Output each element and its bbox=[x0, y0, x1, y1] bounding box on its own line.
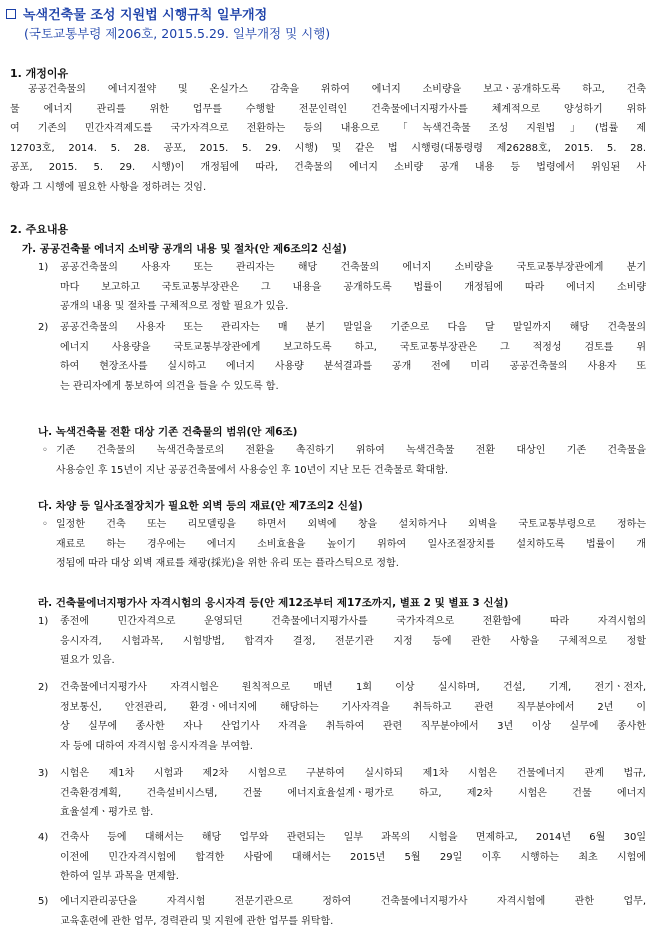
subsection-na-heading: 나. 녹색건축물 전환 대상 기존 건축물의 범위(안 제6조) bbox=[38, 426, 298, 438]
checkbox-square-icon bbox=[6, 9, 16, 19]
item-body bbox=[60, 678, 646, 756]
item-number: 1) bbox=[38, 262, 49, 273]
body-line: 기존 건축물의 녹색건축물로의 전환을 촉진하기 위하여 녹색건축물 전환 대상인 기존 건축물을 bbox=[56, 445, 646, 456]
body-line: 공공건축물의 에너지절약 및 온실가스 감축을 위하여 에너지 소비량을 보고ㆍ공개하도록 하고, 건축 bbox=[28, 84, 646, 95]
body-line: 건축물에너지평가사 자격시험은 원칙적으로 매년 1회 이상 실시하며, 건설, 기계, 전기ㆍ전자, bbox=[60, 682, 646, 693]
body-line: 건축사 등에 대해서는 해당 업무와 관련되는 일부 과목의 시험을 면제하고, 2014년 6월 30일 bbox=[60, 832, 646, 843]
body-line: 응시자격, 시험과목, 시험방법, 합격자 결정, 전문기관 지정 등에 관한 사항을 구체적으로 정할 bbox=[60, 635, 646, 647]
body-line: 에너지 사용량을 국토교통부장관에게 보고하도록 하고, 국토교통부장관은 그 적정성 검토를 위 bbox=[60, 341, 646, 353]
body-line: 시험은 제1차 시험과 제2차 시험으로 구분하여 실시하되 제1차 시험은 건물에너지 관계 법규, bbox=[60, 768, 646, 779]
item-body bbox=[56, 441, 646, 480]
body-line: 공공건축물의 사용자 또는 관리자는 매 분기 말일을 기준으로 다음 달 말일까지 해당 건축물의 bbox=[60, 322, 646, 333]
item-number: 1) bbox=[38, 616, 49, 627]
section-2-heading: 2. 주요내용 bbox=[10, 223, 69, 236]
item-body bbox=[60, 828, 646, 887]
title-row bbox=[6, 4, 267, 23]
body-line: 공공건축물의 사용자 또는 관리자는 해당 건축물의 에너지 소비량을 국토교통부장관에게 분기 bbox=[60, 262, 646, 273]
document-subtitle: (국토교통부령 제206호, 2015.5.29. 일부개정 및 시행) bbox=[24, 26, 331, 41]
body-line: 물 에너지 관리를 위한 업무를 수행할 전문인력인 건축물에너지평가사를 체계적으로 양성하기 위하 bbox=[10, 103, 646, 115]
body-line: 사용승인 후 15년이 지난 공공건축물에서 사용승인 후 10년이 지난 모든 건축물로 확대함. bbox=[56, 464, 449, 476]
item-number: 4) bbox=[38, 832, 49, 843]
item-number: 5) bbox=[38, 896, 49, 907]
bullet-icon: ◦ bbox=[42, 519, 48, 530]
body-line: 마다 보고하고 국토교통부장관은 그 내용을 공개하도록 법률이 개정됨에 따라 에너지 소비량 bbox=[60, 281, 646, 293]
item-body bbox=[60, 258, 646, 317]
item-body bbox=[60, 892, 646, 931]
subsection-da-heading: 다. 차양 등 일사조절장치가 필요한 외벽 등의 재료(안 제7조의2 신설) bbox=[38, 500, 363, 512]
bullet-icon: ◦ bbox=[42, 445, 48, 456]
section-1-body bbox=[10, 80, 646, 198]
body-line: 일정한 건축 또는 리모델링을 하면서 외벽에 창을 설치하거나 외벽을 국토교통부령으로 정하는 bbox=[56, 519, 646, 530]
item-body bbox=[60, 612, 646, 671]
body-line: 자 등에 대하여 자격시험 응시자격을 부여함. bbox=[60, 740, 253, 752]
body-line: 한하여 일부 과목을 면제함. bbox=[60, 871, 179, 883]
item-number: 2) bbox=[38, 682, 49, 693]
item-body bbox=[56, 515, 646, 574]
item-number: 3) bbox=[38, 768, 49, 779]
body-line: 종전에 민간자격으로 운영되던 건축물에너지평가사를 국가자격으로 전환함에 따라 자격시험의 bbox=[60, 616, 646, 627]
body-line: 효율설계ㆍ평가로 함. bbox=[60, 807, 154, 819]
subsection-ra-heading: 라. 건축물에너지평가사 자격시험의 응시자격 등(안 제12조부터 제17조까지, 별표 2 및 별표 3 신설) bbox=[38, 597, 509, 609]
body-line: 필요가 있음. bbox=[60, 655, 115, 667]
document-title: 녹색건축물 조성 지원법 시행규칙 일부개정 bbox=[23, 8, 268, 23]
subsection-ga-heading: 가. 공공건축물 에너지 소비량 공개의 내용 및 절차(안 제6조의2 신설) bbox=[22, 243, 347, 255]
body-line: 재료로 하는 경우에는 에너지 소비효율을 높이기 위하여 일사조절장치를 설치하도록 법률이 개 bbox=[56, 538, 646, 550]
body-line: 정보통신, 안전관리, 환경ㆍ에너지에 해당하는 기사자격을 취득하고 관련 직무분야에서 2년 이 bbox=[60, 701, 646, 713]
body-line: 공포, 2015. 5. 29. 시행)이 개정됨에 따라, 건축물의 에너지 소비량 공개 내용 등 법령에서 위임된 사 bbox=[10, 162, 646, 174]
item-number: 2) bbox=[38, 322, 49, 333]
body-line: 에너지관리공단을 자격시험 전문기관으로 정하여 건축물에너지평가사 자격시험에 관한 업무, bbox=[60, 896, 646, 907]
item-body bbox=[60, 318, 646, 396]
body-line: 항과 그 시행에 필요한 사항을 정하려는 것임. bbox=[10, 181, 207, 193]
body-line: 교육훈련에 관한 업무, 경력관리 및 지원에 관한 업무를 위탁함. bbox=[60, 915, 334, 927]
body-line: 공개의 내용 및 절차를 구체적으로 정할 필요가 있음. bbox=[60, 301, 289, 313]
body-line: 여 기존의 민간자격제도를 국가자격으로 전환하는 등의 내용으로 「녹색건축물 조성 지원법」(법률 제 bbox=[10, 123, 646, 135]
body-line: 정됨에 따라 대상 외벽 재료를 채광(採光)을 위한 유리 또는 플라스틱으로 정함. bbox=[56, 558, 399, 570]
body-line: 는 관리자에게 통보하여 의견을 들을 수 있도록 함. bbox=[60, 380, 279, 392]
body-line: 12703호, 2014. 5. 28. 공포, 2015. 5. 29. 시행) 및 같은 법 시행령(대통령령 제26288호, 2015. 5. 28. bbox=[10, 142, 646, 154]
body-line: 상 실무에 종사한 자나 산업기사 자격을 취득하여 관련 직무분야에서 3년 이상 실무에 종사한 bbox=[60, 721, 646, 733]
item-body bbox=[60, 764, 646, 823]
body-line: 하여 현장조사를 실시하고 에너지 사용량 분석결과를 공개 전에 미리 공공건축물의 사용자 또 bbox=[60, 361, 646, 373]
body-line: 건축환경계획, 건축설비시스템, 건물 에너지효율설계ㆍ평가로 하고, 제2차 시험은 건물 에너지 bbox=[60, 787, 646, 799]
section-1-heading: 1. 개정이유 bbox=[10, 67, 69, 80]
body-line: 이전에 민간자격시험에 합격한 사람에 대해서는 2015년 5월 29일 이후 시행하는 최초 시험에 bbox=[60, 851, 646, 863]
